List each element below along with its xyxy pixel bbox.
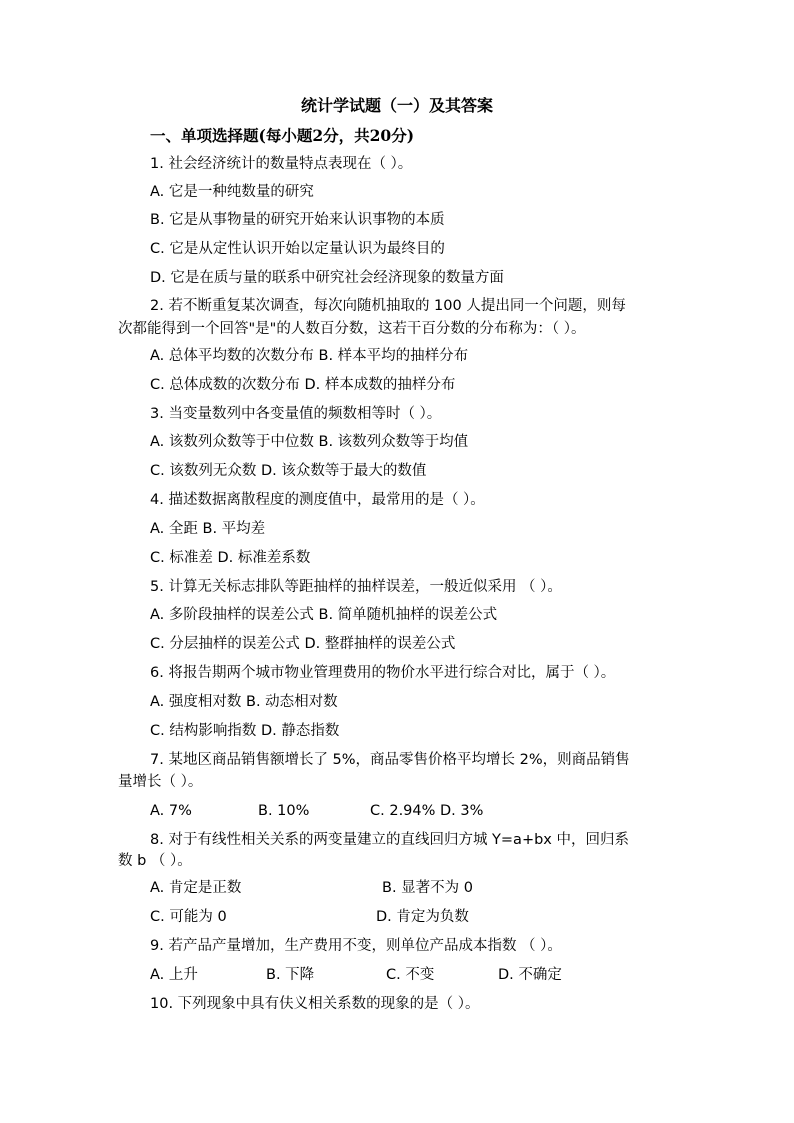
question-8-option-c: C. 可能为 0: [150, 909, 227, 925]
question-9-option-d: D. 不确定: [498, 967, 562, 983]
question-7-option-b: B. 10%: [258, 803, 310, 819]
question-9-option-c: C. 不变: [386, 967, 435, 983]
question-1-option-d: D. 它是在质与量的联系中研究社会经济现象的数量方面: [150, 270, 504, 286]
question-5-stem: 5. 计算无关标志排队等距抽样的抽样误差，一般近似采用 （ ）。: [150, 579, 562, 595]
question-3-stem: 3. 当变量数列中各变量值的频数相等时（ ）。: [150, 406, 442, 422]
document-title: 统计学试题（一）及其答案: [300, 96, 493, 115]
question-10-stem: 10. 下列现象中具有伕义相关系数的现象的是（ ）。: [150, 996, 480, 1012]
section-heading: 一、单项选择题(每小题2分，共20分): [150, 126, 415, 145]
question-1-option-a: A. 它是一种纯数量的研究: [150, 184, 314, 200]
question-2-stem-line2: 次都能得到一个回答"是"的人数百分数，这若干百分数的分布称为：（ ）。: [118, 321, 586, 337]
question-1-option-c: C. 它是从定性认识开始以定量认识为最终目的: [150, 241, 445, 257]
question-2-stem-line1: 2. 若不断重复某次调查，每次向随机抽取的 100 人提出同一个问题，则每: [150, 298, 626, 314]
question-5-options-cd: C. 分层抽样的误差公式 D. 整群抽样的误差公式: [150, 636, 456, 652]
question-8-option-d: D. 肯定为负数: [376, 909, 469, 925]
question-9-stem: 9. 若产品产量增加，生产费用不变，则单位产品成本指数 （ ）。: [150, 938, 562, 954]
question-8-option-a: A. 肯定是正数: [150, 880, 242, 896]
question-7-option-a: A. 7%: [150, 803, 192, 819]
question-5-options-ab: A. 多阶段抽样的误差公式 B. 简单随机抽样的误差公式: [150, 607, 498, 623]
question-9-option-b: B. 下降: [266, 967, 315, 983]
question-6-stem: 6. 将报告期两个城市物业管理费用的物价水平进行综合对比，属于（ ）。: [150, 665, 616, 681]
question-4-stem: 4. 描述数据离散程度的测度值中，最常用的是（ ）。: [150, 492, 485, 508]
question-6-options-ab: A. 强度相对数 B. 动态相对数: [150, 694, 338, 710]
question-1-option-b: B. 它是从事物量的研究开始来认识事物的本质: [150, 212, 445, 228]
question-8-option-b: B. 显著不为 0: [382, 880, 473, 896]
question-9-option-a: A. 上升: [150, 967, 198, 983]
question-8-stem-line2: 数 b （ ）。: [118, 853, 192, 869]
question-1-stem: 1. 社会经济统计的数量特点表现在（ ）。: [150, 156, 413, 172]
question-7-stem-line2: 量增长（ ）。: [118, 774, 203, 790]
question-7-options-cd: C. 2.94% D. 3%: [370, 803, 484, 819]
question-4-options-cd: C. 标准差 D. 标准差系数: [150, 550, 311, 566]
question-3-options-ab: A. 该数列众数等于中位数 B. 该数列众数等于均值: [150, 434, 469, 450]
question-2-options-ab: A. 总体平均数的次数分布 B. 样本平均的抽样分布: [150, 348, 469, 364]
question-6-options-cd: C. 结构影响指数 D. 静态指数: [150, 723, 340, 739]
question-7-stem-line1: 7. 某地区商品销售额增长了 5%，商品零售价格平均增长 2%，则商品销售: [150, 752, 630, 768]
question-3-options-cd: C. 该数列无众数 D. 该众数等于最大的数值: [150, 463, 427, 479]
question-2-options-cd: C. 总体成数的次数分布 D. 样本成数的抽样分布: [150, 377, 456, 393]
question-4-options-ab: A. 全距 B. 平均差: [150, 521, 266, 537]
question-8-stem-line1: 8. 对于有线性相关关系的两变量建立的直线回归方城 Y=a+bx 中，回归系: [150, 832, 629, 848]
